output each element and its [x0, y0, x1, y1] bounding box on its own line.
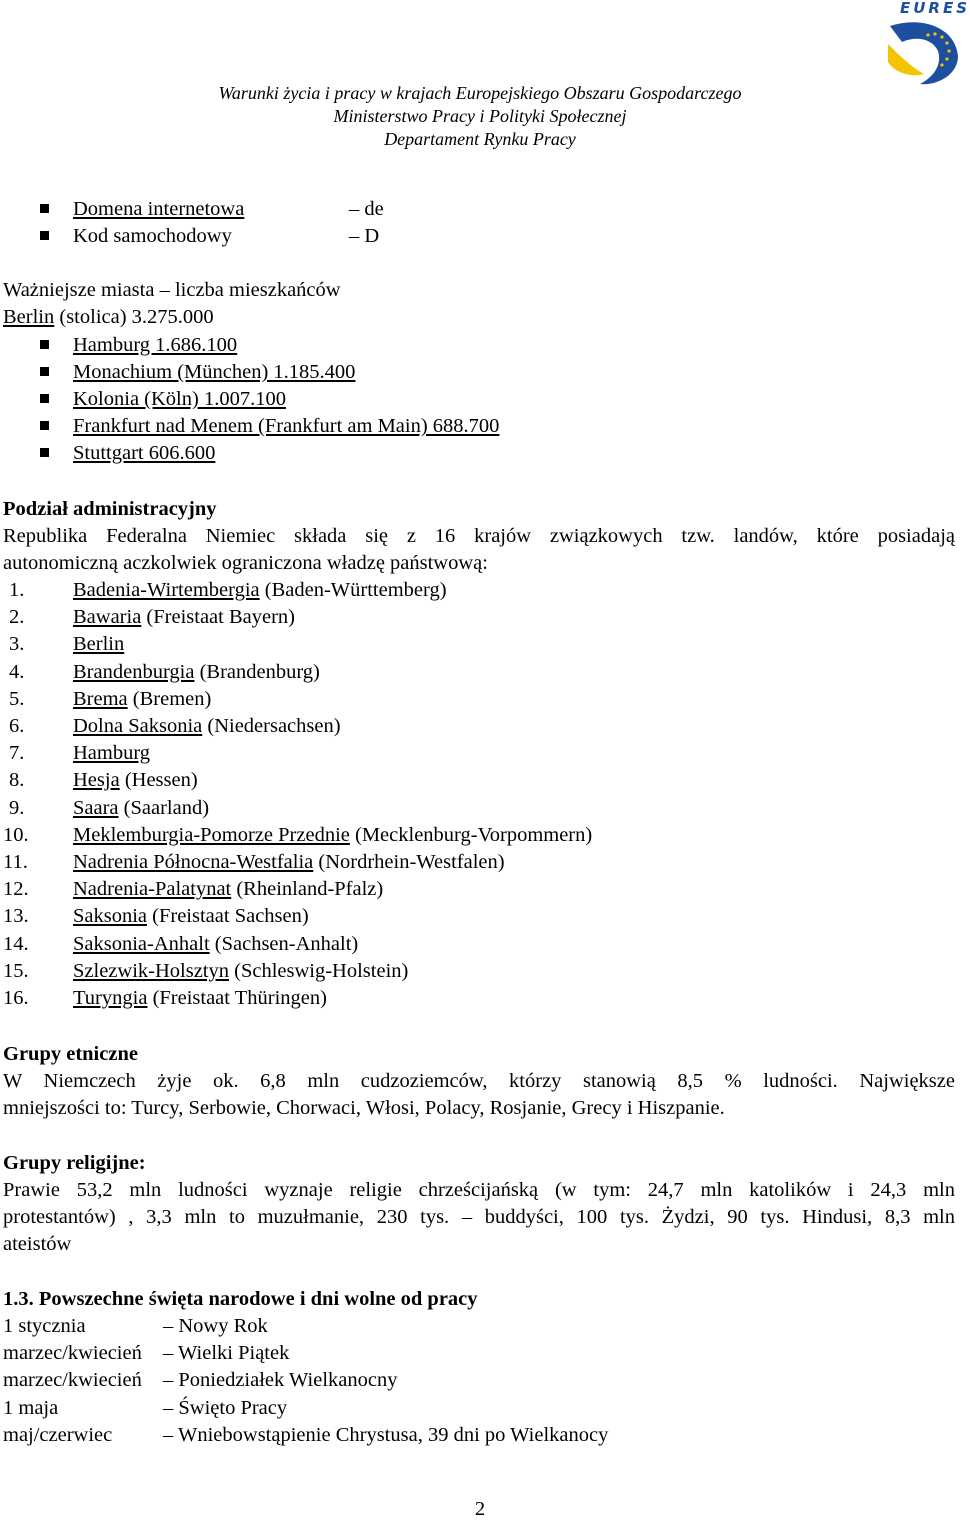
state-item [3, 822, 592, 849]
state-native-name: (Mecklenburg-Vorpommern) [349, 823, 593, 846]
state-native-name: (Hessen) [119, 769, 198, 792]
state-number: 6. [9, 715, 25, 737]
city-item[interactable]: Hamburg 1.686.100 [73, 334, 238, 356]
bullet-icon [40, 448, 49, 457]
state-item [3, 577, 447, 604]
religion-heading: Grupy religijne: [3, 1152, 146, 1174]
admin-intro-line-1: Republika Federalna Niemiec składa się z 16 krajów związkowych tzw. landów, które posiadają [3, 525, 955, 547]
code-label-car: Kod samochodowy [73, 225, 232, 247]
religion-line-3: ateistów [3, 1233, 72, 1255]
state-native-name: (Schleswig-Holstein) [229, 959, 409, 982]
state-number: 4. [9, 660, 25, 683]
religion-line-2: protestantów) , 3,3 mln to muzułmanie, 230 tys. – buddyści, 100 tys. Żydzi, 90 tys. Hindusi, 8,3 mln [3, 1206, 955, 1228]
capital-line [3, 304, 214, 331]
state-number: 9. [9, 796, 25, 819]
state-link[interactable]: Saara [73, 796, 119, 819]
city-item[interactable]: Kolonia (Köln) 1.007.100 [73, 388, 286, 410]
state-item [3, 740, 150, 767]
state-link[interactable]: Hamburg [73, 742, 151, 765]
state-number: 10. [3, 823, 29, 846]
state-item [3, 849, 505, 876]
city-item[interactable]: Monachium (München) 1.185.400 [73, 361, 356, 383]
state-item [3, 604, 295, 631]
holiday-name: – Święto Pracy [163, 1396, 288, 1419]
state-native-name: (Rheinland-Pfalz) [231, 878, 384, 901]
state-item [3, 795, 209, 822]
eures-logo [880, 0, 970, 86]
admin-heading: Podział administracyjny [3, 498, 217, 520]
religion-line-1: Prawie 53,2 mln ludności wyznaje religie chrześcijańską (w tym: 24,7 mln katolików i 24,3 mln [3, 1179, 955, 1201]
holiday-name: – Wielki Piątek [163, 1342, 290, 1365]
holiday-date: 1 stycznia [3, 1315, 86, 1337]
bullet-icon [40, 340, 49, 349]
state-item [3, 631, 124, 658]
state-link[interactable]: Brandenburgia [73, 660, 195, 683]
state-link[interactable]: Saksonia-Anhalt [73, 932, 210, 955]
holiday-name: – Nowy Rok [163, 1315, 268, 1337]
state-native-name: (Niedersachsen) [202, 715, 341, 737]
state-native-name: (Bremen) [127, 687, 212, 710]
state-link[interactable]: Turyngia [73, 987, 148, 1009]
state-native-name: (Nordrhein-Westfalen) [313, 851, 505, 873]
capital-link[interactable]: Berlin [3, 306, 55, 328]
state-item [3, 903, 309, 930]
state-item [3, 876, 383, 903]
state-link[interactable]: Hesja [73, 769, 120, 792]
state-number: 3. [9, 633, 25, 656]
capital-rest: (stolica) 3.275.000 [54, 306, 214, 328]
bullet-icon [40, 204, 49, 213]
admin-intro-line-2: autonomiczną aczkolwiek ograniczona władzę państwową: [3, 552, 488, 574]
code-label-domain[interactable]: Domena internetowa [73, 198, 245, 220]
header-line-1: Warunki życia i pracy w krajach Europejskiego Obszaru Gospodarczego [218, 83, 742, 103]
state-link[interactable]: Bawaria [73, 606, 142, 629]
state-native-name: (Saarland) [118, 796, 210, 819]
bullet-icon [40, 231, 49, 240]
code-value-car: – D [349, 225, 380, 247]
state-number: 13. [3, 905, 29, 928]
state-item [3, 686, 211, 713]
state-item [3, 767, 198, 794]
state-number: 15. [3, 959, 29, 982]
state-number: 12. [3, 878, 29, 901]
state-native-name: (Baden-Württemberg) [259, 579, 447, 601]
page-number: 2 [474, 1498, 486, 1520]
code-value-domain: – de [349, 198, 384, 220]
state-native-name: (Freistaat Bayern) [141, 606, 295, 629]
holiday-name: – Poniedziałek Wielkanocny [163, 1369, 398, 1392]
ethnic-line-1: W Niemczech żyje ok. 6,8 mln cudzoziemców, którzy stanowią 8,5 % ludności. Największe [3, 1070, 955, 1092]
state-link[interactable]: Nadrenia-Palatynat [73, 878, 232, 901]
state-link[interactable]: Dolna Saksonia [73, 715, 203, 737]
state-link[interactable]: Badenia-Wirtembergia [73, 579, 260, 601]
state-link[interactable]: Szlezwik-Holsztyn [73, 959, 229, 982]
state-number: 11. [3, 851, 28, 873]
ethnic-heading: Grupy etniczne [3, 1043, 138, 1065]
holidays-heading: 1.3. Powszechne święta narodowe i dni wolne od pracy [3, 1288, 478, 1310]
state-number: 2. [9, 606, 25, 629]
header-line-3: Departament Rynku Pracy [384, 129, 576, 149]
state-native-name: (Brandenburg) [194, 660, 320, 683]
state-native-name: (Sachsen-Anhalt) [209, 932, 359, 955]
bullet-icon [40, 367, 49, 376]
ethnic-line-2: mniejszości to: Turcy, Serbowie, Chorwaci, Włosi, Polacy, Rosjanie, Grecy i Hiszpanie. [3, 1097, 725, 1119]
state-native-name: (Freistaat Thüringen) [147, 987, 327, 1009]
state-number: 14. [3, 932, 29, 955]
bullet-icon [40, 394, 49, 403]
holiday-date: 1 maja [3, 1396, 59, 1419]
state-link[interactable]: Nadrenia Północna-Westfalia [73, 851, 314, 873]
holiday-date: marzec/kwiecień [3, 1342, 142, 1365]
bullet-icon [40, 421, 49, 430]
state-item [3, 958, 408, 985]
state-number: 1. [9, 579, 25, 601]
state-link[interactable]: Berlin [73, 633, 125, 656]
city-item[interactable]: Stuttgart 606.600 [73, 442, 216, 464]
state-native-name: (Freistaat Sachsen) [147, 905, 309, 928]
state-number: 5. [9, 687, 25, 710]
state-number: 7. [9, 742, 25, 765]
holiday-name: – Wniebowstąpienie Chrystusa, 39 dni po Wielkanocy [163, 1423, 609, 1446]
holiday-date: marzec/kwiecień [3, 1369, 142, 1392]
state-item [3, 985, 327, 1012]
state-number: 8. [9, 769, 25, 792]
cities-heading: Ważniejsze miasta – liczba mieszkańców [3, 279, 341, 301]
state-link[interactable]: Saksonia [73, 905, 148, 928]
state-item [3, 713, 341, 740]
state-number: 16. [3, 987, 29, 1009]
holiday-date: maj/czerwiec [3, 1423, 113, 1446]
state-link[interactable]: Brema [73, 687, 128, 710]
header-line-2: Ministerstwo Pracy i Polityki Społecznej [333, 106, 627, 126]
state-link[interactable]: Meklemburgia-Pomorze Przednie [73, 823, 350, 846]
eures-logo-text: EURES [900, 0, 970, 17]
city-item[interactable]: Frankfurt nad Menem (Frankfurt am Main) 688.700 [73, 415, 500, 437]
eures-emblem-icon [880, 16, 960, 86]
state-item [3, 659, 320, 686]
state-item [3, 931, 358, 958]
